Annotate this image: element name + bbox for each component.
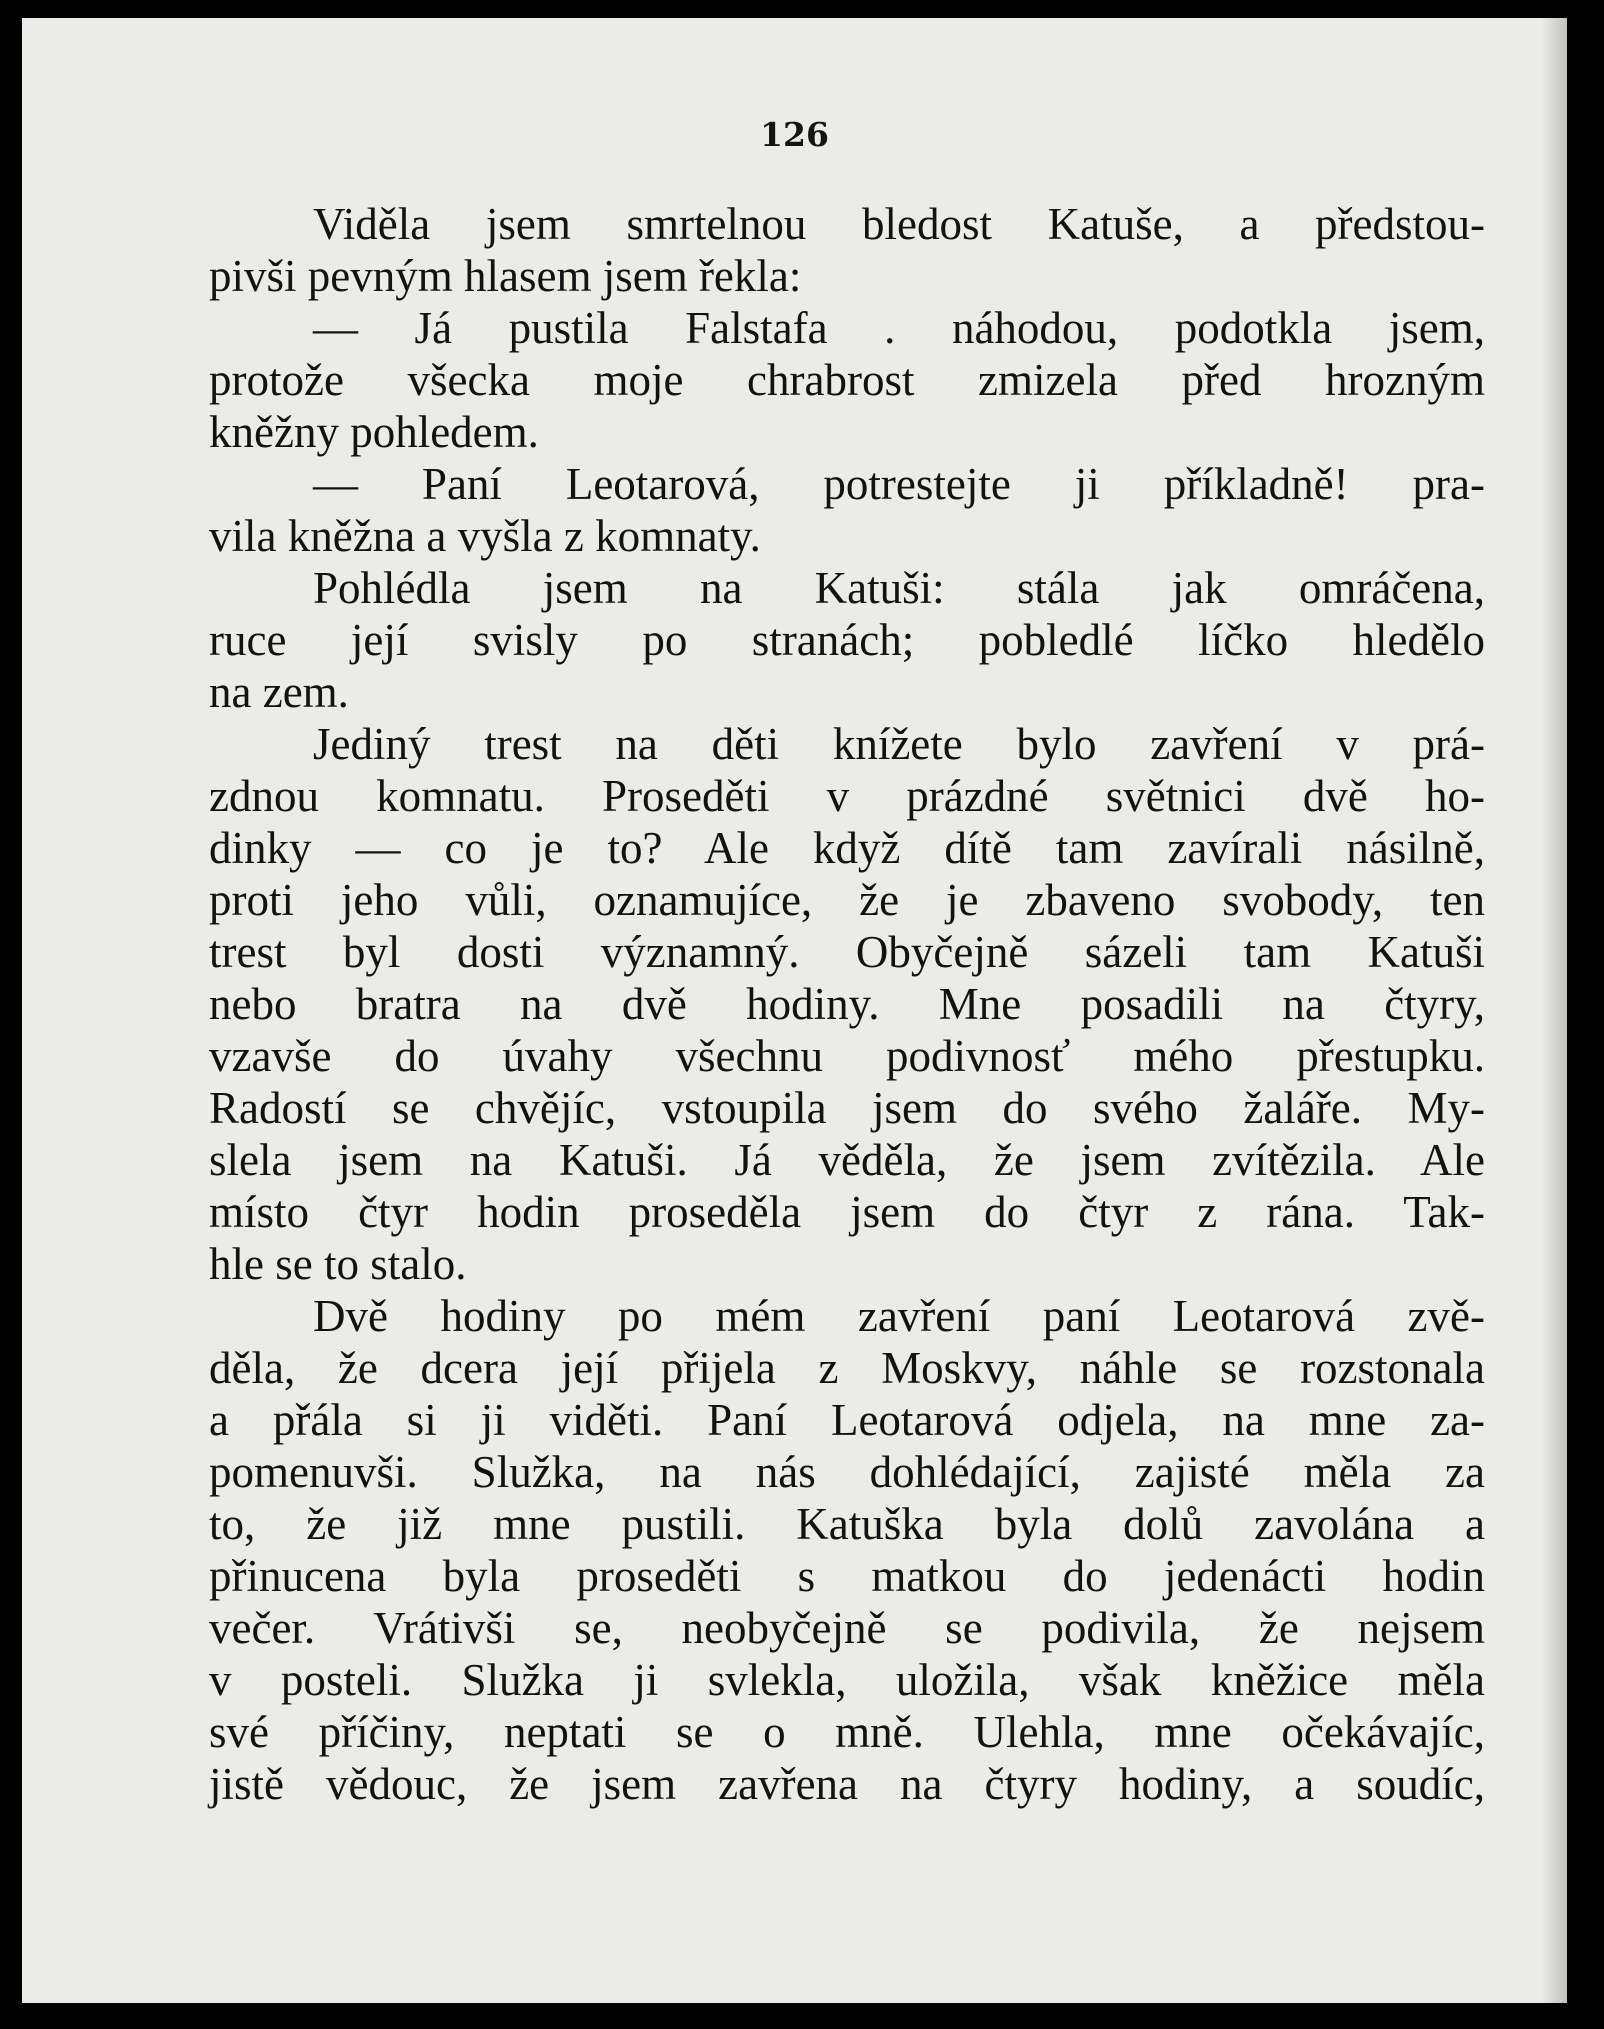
book-page	[22, 18, 1567, 2003]
text-line: Jediný trest na děti knížete bylo zavření v prá-	[313, 719, 1485, 769]
text-line: místo čtyr hodin proseděla jsem do čtyr z rána. Tak-	[209, 1187, 1485, 1237]
text-line: Viděla jsem smrtelnou bledost Katuše, a předstou-	[313, 199, 1485, 249]
text-line: dinky — co je to? Ale když dítě tam zavírali násilně,	[209, 823, 1485, 873]
text-line: Dvě hodiny po mém zavření paní Leotarová zvě-	[313, 1291, 1485, 1341]
page-number: 126	[760, 115, 829, 154]
text-line: na zem.	[209, 667, 349, 717]
text-line: — Paní Leotarová, potrestejte ji příkladně! pra-	[313, 459, 1485, 509]
text-line: pomenuvši. Služka, na nás dohlédající, zajisté měla za	[209, 1447, 1485, 1497]
page-edge-shadow	[1541, 18, 1567, 2003]
text-line: a přála si ji viděti. Paní Leotarová odjela, na mne za-	[209, 1395, 1485, 1445]
text-line: vzavše do úvahy všechnu podivnosť mého přestupku.	[209, 1031, 1485, 1081]
text-line: protože všecka moje chrabrost zmizela před hrozným	[209, 355, 1485, 405]
text-line: děla, že dcera její přijela z Moskvy, náhle se rozstonala	[209, 1343, 1485, 1393]
text-line: proti jeho vůli, oznamujíce, že je zbaveno svobody, ten	[209, 875, 1485, 925]
text-line: — Já pustila Falstafa . náhodou, podotkla jsem,	[313, 303, 1485, 353]
text-line: vila kněžna a vyšla z komnaty.	[209, 511, 761, 561]
text-line: to, že již mne pustili. Katuška byla dolů zavolána a	[209, 1499, 1485, 1549]
text-line: hle se to stalo.	[209, 1239, 467, 1289]
text-line: ruce její svisly po stranách; pobledlé líčko hledělo	[209, 615, 1485, 665]
text-line: v posteli. Služka ji svlekla, uložila, však kněžice měla	[209, 1655, 1485, 1705]
text-line: slela jsem na Katuši. Já věděla, že jsem zvítězila. Ale	[209, 1135, 1485, 1185]
text-line: zdnou komnatu. Proseděti v prázdné světnici dvě ho-	[209, 771, 1485, 821]
text-line: Pohlédla jsem na Katuši: stála jak omráčena,	[313, 563, 1485, 613]
text-line: večer. Vrátivši se, neobyčejně se podivila, že nejsem	[209, 1603, 1485, 1653]
body-text	[209, 198, 1485, 1810]
text-line: nebo bratra na dvě hodiny. Mne posadili na čtyry,	[209, 979, 1485, 1029]
text-line: kněžny pohledem.	[209, 407, 539, 457]
text-line: Radostí se chvějíc, vstoupila jsem do svého žaláře. My-	[209, 1083, 1485, 1133]
text-line: pivši pevným hlasem jsem řekla:	[209, 251, 802, 301]
text-line: jistě vědouc, že jsem zavřena na čtyry hodiny, a soudíc,	[209, 1759, 1485, 1809]
text-line: přinucena byla proseděti s matkou do jedenácti hodin	[209, 1551, 1485, 1601]
text-line: trest byl dosti významný. Obyčejně sázeli tam Katuši	[209, 927, 1485, 977]
text-line: své příčiny, neptati se o mně. Ulehla, mne očekávajíc,	[209, 1707, 1485, 1757]
